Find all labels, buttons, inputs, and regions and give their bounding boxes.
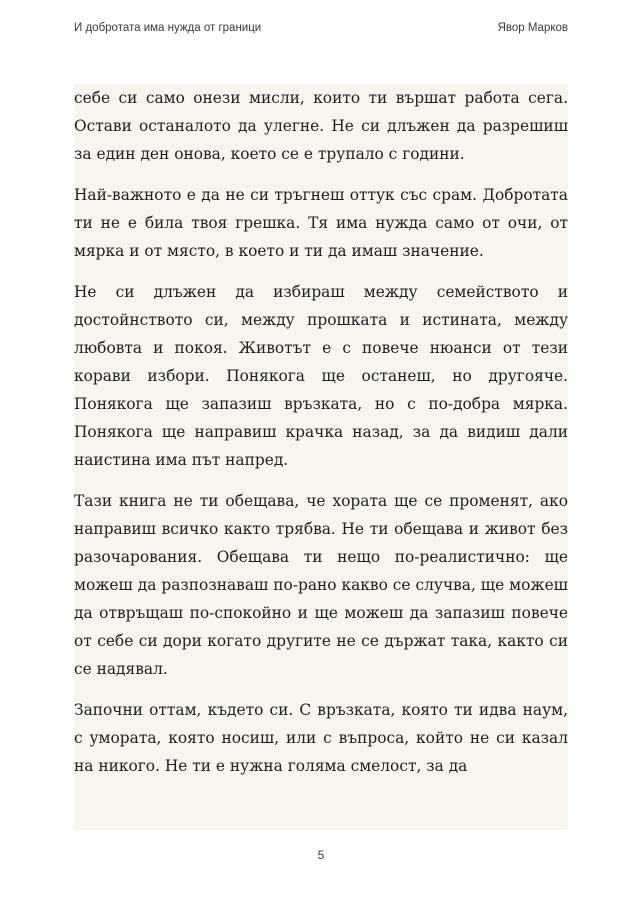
book-title: И добротата има нужда от граници bbox=[74, 22, 262, 34]
paragraph: Не си длъжен да избираш между семейството и достойнството си, между прошката и истината, между любовта и покоя. Животът е с повече нюанси от тези корави избори. Понякога ще останеш, но другояче. Понякога ще запазиш връзката, но с по-добра мярка. Понякога ще направиш крачка назад, за да видиш дали наистина има път напред. bbox=[74, 283, 568, 469]
paragraph: Започни оттам, където си. С връзката, която ти идва наум, с умората, която носиш, или с въпроса, който не си казал на никого. Не ти е нужна голяма смелост, за да bbox=[74, 701, 568, 775]
paragraph: себе си само онези мисли, които ти вършат работа сега. Остави останалото да улегне. Не си длъжен да разрешиш за един ден онова, което се е трупало с години. bbox=[74, 89, 568, 163]
author-name: Явор Марков bbox=[497, 22, 568, 34]
running-header bbox=[74, 22, 568, 38]
body-text bbox=[74, 84, 568, 830]
paragraph: Най-важното е да не си тръгнеш оттук със срам. Добротата ти не е била твоя грешка. Тя има нужда само от очи, от мярка и от място, в което и ти да имаш значение. bbox=[74, 186, 568, 260]
page-number: 5 bbox=[317, 848, 325, 862]
paragraph: Тази книга не ти обещава, че хората ще се променят, ако направиш всичко както трябва. Не ти обещава и живот без разочарования. Обещава ти нещо по-реалистично: ще можеш да разпознаваш по-рано какво се случва, ще можеш да отвръщаш по-спокойно и ще можеш да запазиш повече от себе си дори когато другите не се държат така, както си се надявал. bbox=[74, 492, 568, 678]
